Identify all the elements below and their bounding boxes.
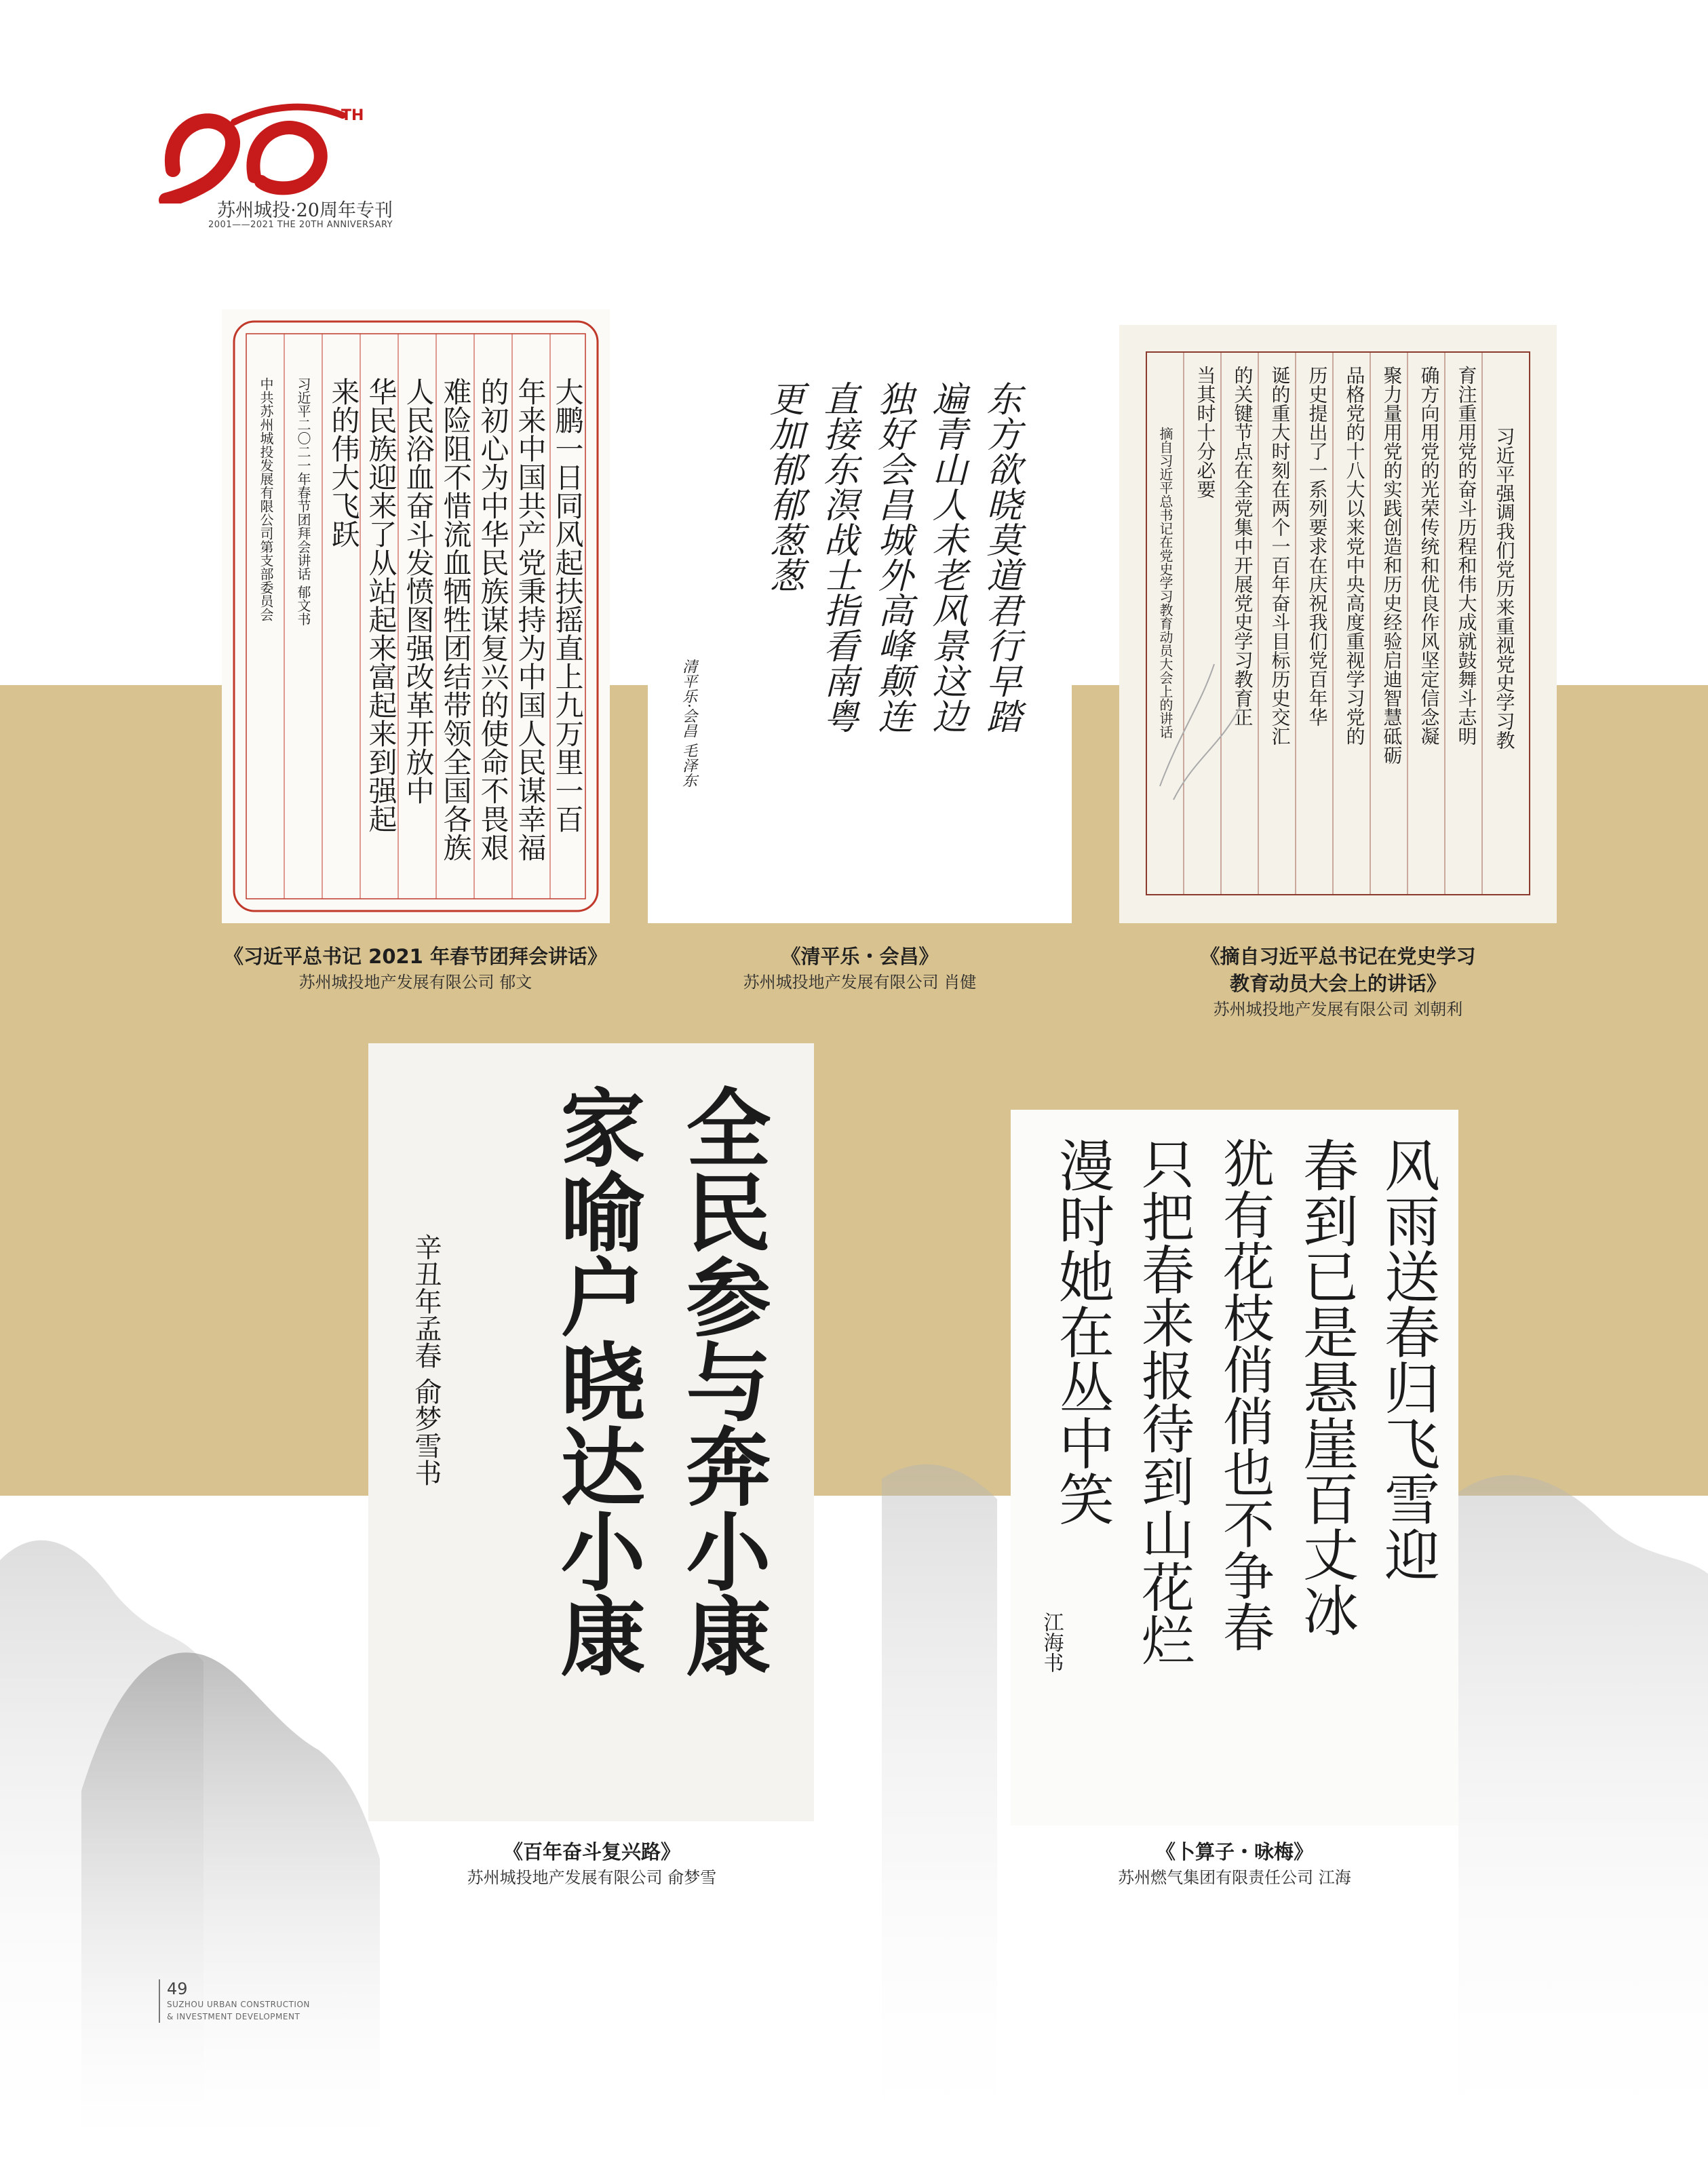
calligraphy-5-column: 犹有花枝俏俏也不争春 <box>1214 1137 1275 1652</box>
calligraphy-5-column: 漫时她在丛中笑 <box>1049 1137 1114 1526</box>
calligraphy-photo-4 <box>368 1043 814 1821</box>
caption-work-5 <box>1055 1838 1414 1890</box>
calligraphy-3-column: 历史提出了一系列要求在庆祝我们党百年华 <box>1306 366 1329 726</box>
logo-title: 苏州城投·20周年专刊 <box>217 200 393 221</box>
calligraphy-1-unit: 中共苏州城投发展有限公司第支部委员会 <box>258 377 274 621</box>
caption-work-2 <box>678 943 1041 994</box>
calligraphy-artwork-5 <box>1011 1110 1458 1825</box>
calligraphy-2-column: 独好会昌城外高峰颠连 <box>872 381 912 733</box>
calligraphy-artwork-4 <box>368 1043 814 1821</box>
calligraphy-artwork-3 <box>1119 325 1557 923</box>
calligraphy-5-column: 风雨送春归飞雪迎 <box>1375 1137 1440 1582</box>
calligraphy-photo-1 <box>222 309 610 923</box>
work-2-author: 苏州城投地产发展有限公司 肖健 <box>743 973 977 992</box>
calligraphy-2-column: 东方欲晓莫道君行早踏 <box>980 381 1021 733</box>
work-5-title: 《卜算子・咏梅》 <box>1155 1840 1313 1863</box>
page-number: 49 <box>167 1979 188 1998</box>
work-1-title: 《习近平总书记 2021 年春节团拜会讲话》 <box>224 945 607 968</box>
calligraphy-3-signature: 摘自习近平总书记在党史学习教育动员大会上的讲话 <box>1157 427 1173 739</box>
calligraphy-5-column: 春到已是悬崖百丈冰 <box>1294 1137 1359 1637</box>
publication-name-line-2: & INVESTMENT DEVELOPMENT <box>167 2012 300 2021</box>
publication-name-line-1: SUZHOU URBAN CONSTRUCTION <box>167 2000 310 2009</box>
calligraphy-photo-2 <box>648 333 1072 923</box>
calligraphy-4-column: 家喻户晓达小康 <box>546 1084 645 1678</box>
calligraphy-4-signature: 辛丑年孟春 俞梦雪书 <box>410 1233 442 1486</box>
calligraphy-photo-5 <box>1011 1110 1458 1825</box>
work-3-title-line-1: 《摘自习近平总书记在党史学习 <box>1200 945 1476 968</box>
logo-superscript: TH <box>341 107 364 124</box>
calligraphy-artwork-2 <box>648 333 1072 923</box>
calligraphy-3-column: 当其时十分必要 <box>1194 366 1217 499</box>
calligraphy-1-column: 的初心为中华民族谋复兴的使命不畏艰 <box>476 377 510 861</box>
caption-work-4 <box>407 1838 777 1890</box>
calligraphy-photo-3 <box>1119 325 1557 923</box>
caption-work-3 <box>1140 943 1536 1022</box>
calligraphy-1-column: 人民浴血奋斗发愤图强改革开放中 <box>402 377 435 804</box>
calligraphy-1-column: 难险阻不惜流血牺牲团结带领全国各族 <box>439 377 473 861</box>
page-footer <box>159 1979 310 2023</box>
calligraphy-1-column: 大鹏一日同风起扶摇直上九万里一百 <box>551 377 585 833</box>
calligraphy-2-column: 更加郁郁葱葱 <box>763 381 804 592</box>
work-3-author: 苏州城投地产发展有限公司 刘朝利 <box>1213 1000 1463 1019</box>
calligraphy-2-column: 直接东溟战士指看南粤 <box>817 381 858 733</box>
calligraphy-3-column: 习近平强调我们党历来重视党史学习教 <box>1493 427 1516 750</box>
logo-subtitle: 2001——2021 THE 20TH ANNIVERSARY <box>208 220 393 230</box>
work-3-title-line-2: 教育动员大会上的讲话》 <box>1229 972 1446 995</box>
calligraphy-4-column: 全民参与奔小康 <box>672 1084 771 1678</box>
work-2-title: 《清平乐・会昌》 <box>781 945 939 968</box>
calligraphy-2-signature: 清平乐·会昌 毛泽东 <box>680 659 697 788</box>
calligraphy-artwork-1 <box>222 309 610 923</box>
calligraphy-1-signature: 习近平二〇二一年春节团拜会讲话 郁文书 <box>295 377 311 626</box>
calligraphy-3-column: 聚力量用党的实践创造和历史经验启迪智慧砥砺 <box>1380 366 1403 764</box>
calligraphy-1-column: 来的伟大飞跃 <box>327 377 361 548</box>
calligraphy-3-column: 育注重用党的奋斗历程和伟大成就鼓舞斗志明 <box>1455 366 1478 745</box>
calligraphy-3-column: 确方向用党的光荣传统和优良作风坚定信念凝 <box>1418 366 1441 745</box>
calligraphy-5-signature: 江海书 <box>1039 1612 1064 1673</box>
caption-work-1 <box>190 943 641 994</box>
work-5-author: 苏州燃气集团有限责任公司 江海 <box>1118 1868 1351 1887</box>
calligraphy-3-column: 诞的重大时刻在两个一百年奋斗目标历史交汇 <box>1268 366 1292 745</box>
work-4-title: 《百年奋斗复兴路》 <box>503 1840 680 1863</box>
calligraphy-1-column: 年来中国共产党秉持为中国人民谋幸福 <box>513 377 547 861</box>
calligraphy-3-column: 的关键节点在全党集中开展党史学习教育正 <box>1231 366 1254 726</box>
work-4-author: 苏州城投地产发展有限公司 俞梦雪 <box>467 1868 717 1887</box>
calligraphy-1-column: 华民族迎来了从站起来富起来到强起 <box>364 377 398 833</box>
anniversary-logo <box>153 102 397 244</box>
calligraphy-3-column: 品格党的十八大以来党中央高度重视学习党的 <box>1343 366 1366 745</box>
calligraphy-5-column: 只把春来报待到山花烂 <box>1133 1137 1194 1666</box>
calligraphy-2-column: 遍青山人未老风景这边 <box>926 381 967 733</box>
work-1-author: 苏州城投地产发展有限公司 郁文 <box>298 973 532 992</box>
logo-20-icon <box>153 102 356 203</box>
